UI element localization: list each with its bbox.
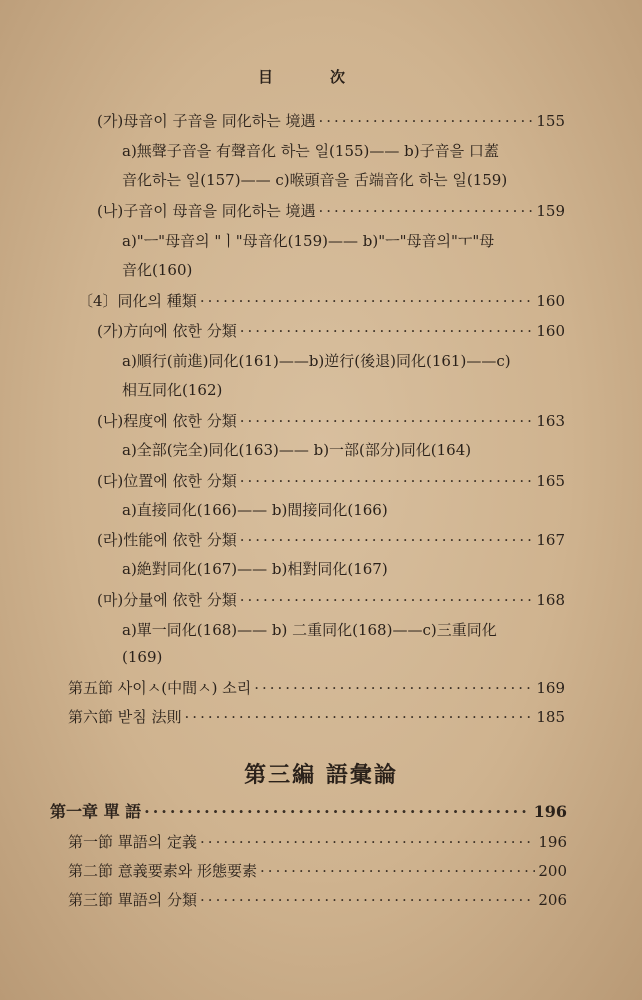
toc-subentry: a)單一同化(168)—— b) 二重同化(168)——c)三重同化 (122, 621, 497, 639)
toc-entry-text: 〔4〕同化의 種類 (78, 292, 197, 310)
leader-dots (318, 202, 533, 220)
toc-section-entry (68, 860, 567, 886)
toc-subentry: 音化(160) (122, 261, 193, 279)
toc-subentry: a)無聲子音을 有聲音化 하는 일(155)—— b)子音을 口蓋 (122, 142, 499, 160)
toc-subentry: (169) (122, 648, 163, 666)
toc-entry-text: (다)位置에 依한 分類 (97, 472, 237, 490)
toc-entry-page: 206 (538, 891, 567, 909)
toc-section-entry (68, 706, 565, 732)
leader-dots (260, 862, 535, 880)
toc-entry-page: 155 (536, 112, 565, 130)
toc-entry-page: 160 (536, 322, 565, 340)
chapter-title: 第一章 單 語 (50, 802, 142, 821)
toc-entry (97, 589, 565, 615)
running-header (0, 66, 642, 90)
leader-dots (318, 112, 533, 130)
toc-entry-page: 185 (536, 708, 565, 726)
toc-entry-text: (라)性能에 依한 分類 (97, 531, 237, 549)
leader-dots (144, 802, 530, 821)
toc-entry-text: (마)分量에 依한 分類 (97, 591, 237, 609)
leader-dots (240, 322, 534, 340)
toc-entry-text: 第五節 사이ㅅ(中間ㅅ) 소리 (68, 679, 252, 697)
toc-entry (97, 470, 565, 496)
toc-subentry: 相互同化(162) (122, 381, 223, 399)
part-title: 第三編 語彙論 (244, 762, 398, 788)
leader-dots (240, 591, 534, 609)
toc-entry-page: 163 (536, 412, 565, 430)
toc-section-entry (68, 677, 565, 703)
toc-subentry: a)"ㅡ"母音의 "ㅣ"母音化(159)—— b)"ㅡ"母音의"ㅜ"母 (122, 232, 495, 250)
toc-entry-text: 第一節 單語의 定義 (68, 833, 198, 851)
toc-entry (97, 320, 565, 346)
toc-entry-page: 200 (538, 862, 567, 880)
toc-subentry: a)絶對同化(167)—— b)相對同化(167) (122, 560, 388, 578)
toc-entry-text: 第三節 單語의 分類 (68, 891, 198, 909)
header-right-char: 次 (330, 68, 346, 86)
toc-subentry: 音化하는 일(157)—— c)喉頭音을 舌端音化 하는 일(159) (122, 171, 508, 189)
leader-dots (200, 891, 535, 909)
toc-entry-text: 第六節 받침 法則 (68, 708, 182, 726)
leader-dots (240, 531, 534, 549)
toc-entry-page: 169 (536, 679, 565, 697)
toc-entry-text: (가)母音이 子音을 同化하는 境遇 (97, 112, 316, 130)
toc-section-entry (68, 889, 567, 915)
leader-dots (240, 412, 534, 430)
header-left-char: 目 (258, 68, 274, 86)
toc-chapter-entry (50, 799, 567, 825)
toc-section-entry (68, 831, 567, 857)
chapter-page: 196 (533, 802, 567, 821)
toc-entry-page: 160 (536, 292, 565, 310)
toc-entry-text: (나)子音이 母音을 同化하는 境遇 (97, 202, 316, 220)
toc-subentry: a)直接同化(166)—— b)間接同化(166) (122, 501, 388, 519)
toc-entry-text: 第二節 意義要素와 形態要素 (68, 862, 258, 880)
toc-entry (97, 200, 565, 226)
toc-entry-page: 165 (536, 472, 565, 490)
toc-entry (97, 529, 565, 555)
toc-entry (78, 290, 565, 316)
leader-dots (240, 472, 534, 490)
toc-entry-text: (가)方向에 依한 分類 (97, 322, 237, 340)
toc-entry-page: 159 (536, 202, 565, 220)
toc-entry (97, 110, 565, 136)
leader-dots (185, 708, 534, 726)
leader-dots (200, 833, 535, 851)
toc-entry-page: 167 (536, 531, 565, 549)
leader-dots (200, 292, 534, 310)
toc-subentry: a)順行(前進)同化(161)——b)逆行(後退)同化(161)——c) (122, 352, 511, 370)
toc-entry-page: 168 (536, 591, 565, 609)
toc-subentry: a)全部(完全)同化(163)—— b)一部(部分)同化(164) (122, 441, 472, 459)
toc-entry-text: (나)程度에 依한 分類 (97, 412, 237, 430)
leader-dots (254, 679, 533, 697)
toc-entry-page: 196 (538, 833, 567, 851)
toc-entry (97, 410, 565, 436)
